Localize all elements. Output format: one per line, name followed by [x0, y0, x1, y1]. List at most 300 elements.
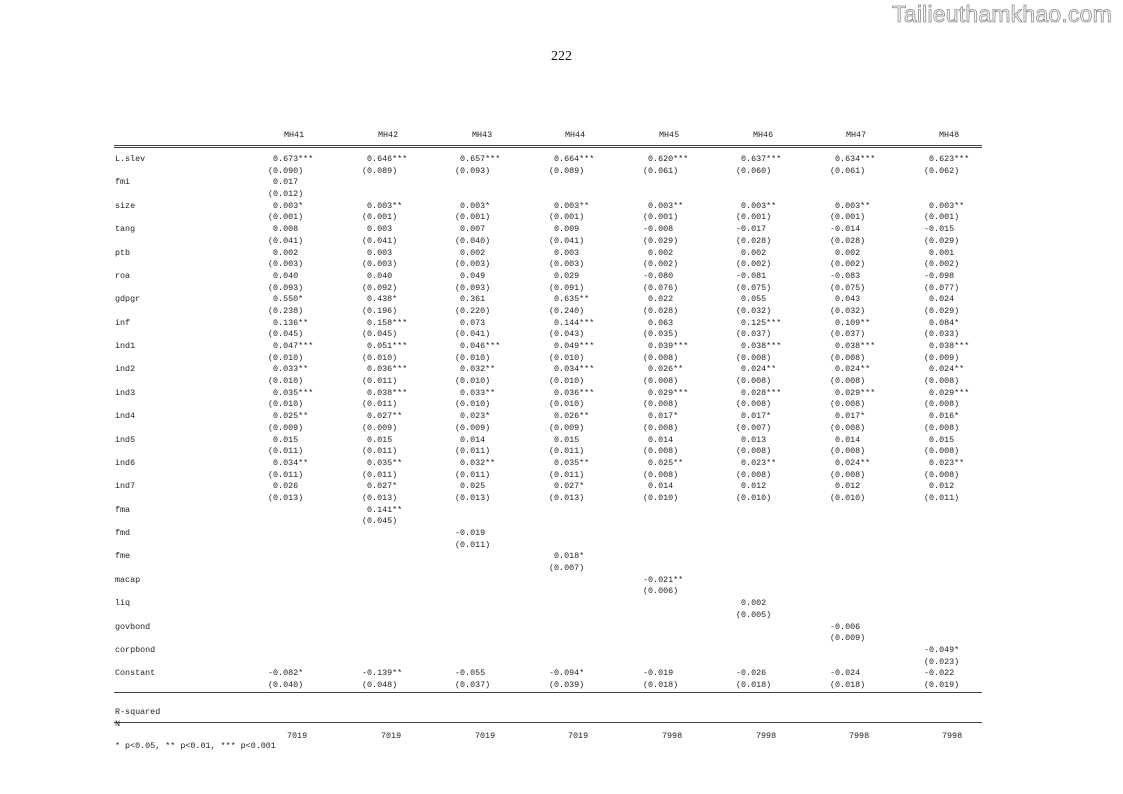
coefficient-cell: 0.002 [830, 247, 861, 258]
coefficient-cell: 0.003** [736, 200, 777, 211]
coefficient-cell: 0.029*** [924, 387, 970, 398]
standard-error-cell: (0.048) [362, 679, 398, 690]
coefficient-row [114, 528, 982, 540]
standard-error-cell: (0.002) [736, 259, 772, 270]
standard-error-cell: (0.009) [549, 422, 585, 433]
n-cell: 7998 [942, 730, 963, 741]
standard-error-row [114, 236, 982, 248]
coefficient-cell: 0.012 [830, 481, 861, 492]
coefficient-cell: -0.017 [736, 224, 767, 235]
variable-label: fmd [115, 528, 131, 538]
watermark: Tailieuthamkhao.com [892, 1, 1112, 27]
coefficient-cell: 0.022 [643, 294, 674, 305]
coefficient-cell: -0.082* [268, 668, 304, 679]
coefficient-row [114, 248, 982, 260]
standard-error-row [114, 563, 982, 575]
coefficient-cell: 0.015 [268, 434, 299, 445]
standard-error-cell: (0.037) [455, 679, 491, 690]
coefficient-row [114, 575, 982, 587]
standard-error-cell: (0.010) [643, 492, 679, 503]
n-cell: 7019 [568, 730, 589, 741]
coefficient-cell: 0.002 [736, 247, 767, 258]
standard-error-cell: (0.240) [549, 305, 585, 316]
coefficient-cell: 0.033** [268, 364, 309, 375]
coefficient-cell: 0.158*** [362, 317, 408, 328]
coefficient-cell: 0.620*** [643, 154, 689, 164]
table-header-row [114, 130, 982, 145]
standard-error-cell: (0.018) [643, 679, 679, 690]
coefficient-cell: -0.026 [736, 668, 767, 679]
table-bottom-rule [114, 722, 982, 723]
variable-label: ind7 [115, 481, 136, 492]
standard-error-cell: (0.013) [362, 492, 398, 503]
standard-error-row [114, 166, 982, 178]
standard-error-cell: (0.008) [924, 446, 960, 457]
coefficient-cell: 0.550* [268, 294, 304, 305]
standard-error-cell: (0.041) [268, 235, 304, 246]
standard-error-cell: (0.009) [268, 422, 304, 433]
standard-error-cell: (0.028) [830, 235, 866, 246]
standard-error-cell: (0.011) [362, 399, 398, 410]
standard-error-row [114, 259, 982, 271]
standard-error-cell: (0.029) [643, 235, 679, 246]
standard-error-cell: (0.010) [455, 352, 491, 363]
variable-label: fma [115, 504, 131, 515]
standard-error-cell: (0.011) [362, 469, 398, 480]
coefficient-cell: 0.018* [549, 551, 585, 562]
coefficient-cell: 0.003* [268, 200, 304, 211]
column-header: MH48 [939, 130, 960, 140]
variable-label: size [115, 200, 136, 211]
standard-error-cell: (0.089) [549, 165, 585, 176]
standard-error-cell: (0.041) [362, 235, 398, 246]
n-cell: 7998 [662, 730, 683, 741]
standard-error-cell: (0.041) [549, 235, 585, 246]
coefficient-cell: 0.027* [549, 481, 585, 492]
body-end-rule [114, 692, 982, 693]
coefficient-cell: -0.022 [924, 668, 955, 679]
regression-table [114, 130, 982, 741]
n-row [114, 707, 982, 741]
coefficient-cell: 0.109** [830, 317, 871, 328]
coefficient-cell: 0.017* [830, 411, 866, 422]
column-header: MH44 [565, 130, 586, 140]
standard-error-cell: (0.010) [268, 376, 304, 387]
coefficient-cell: 0.003** [924, 200, 965, 211]
variable-label: ind1 [115, 341, 136, 351]
standard-error-cell: (0.045) [362, 516, 398, 527]
coefficient-cell: 0.017 [268, 177, 299, 188]
coefficient-cell: 0.009 [549, 224, 580, 235]
column-header: MH41 [284, 130, 305, 140]
coefficient-cell: 0.026** [643, 364, 684, 375]
standard-error-row [114, 189, 982, 201]
coefficient-cell: -0.008 [643, 224, 674, 235]
standard-error-cell: (0.093) [268, 282, 304, 293]
standard-error-cell: (0.009) [362, 422, 398, 433]
coefficient-row [114, 294, 982, 306]
table-stats [114, 696, 982, 741]
coefficient-cell: 0.012 [736, 481, 767, 492]
coefficient-cell: 0.646*** [362, 154, 408, 164]
coefficient-cell: 0.002 [268, 247, 299, 258]
n-cell: 7019 [287, 730, 308, 741]
standard-error-cell: (0.010) [549, 352, 585, 363]
standard-error-cell: (0.008) [924, 376, 960, 387]
coefficient-cell: 0.036*** [549, 387, 595, 398]
standard-error-cell: (0.075) [736, 282, 772, 293]
coefficient-cell: 0.034*** [549, 364, 595, 375]
coefficient-cell: 0.003 [549, 247, 580, 258]
coefficient-row [114, 177, 982, 189]
standard-error-row [114, 212, 982, 224]
standard-error-cell: (0.093) [455, 165, 491, 176]
coefficient-cell: 0.024** [736, 364, 777, 375]
coefficient-cell: 0.637*** [736, 154, 782, 164]
coefficient-cell: 0.036*** [362, 364, 408, 375]
coefficient-cell: 0.038*** [362, 387, 408, 398]
coefficient-cell: 0.125*** [736, 317, 782, 328]
standard-error-cell: (0.005) [736, 609, 772, 620]
coefficient-row [114, 224, 982, 236]
coefficient-row [114, 668, 982, 680]
coefficient-cell: 0.029 [549, 270, 580, 281]
standard-error-cell: (0.003) [549, 259, 585, 270]
coefficient-cell: 0.002 [455, 247, 486, 258]
variable-label: inf [115, 317, 131, 328]
coefficient-cell: -0.024 [830, 668, 861, 679]
coefficient-cell: 0.084* [924, 317, 960, 328]
variable-label: ind5 [115, 434, 136, 445]
variable-label: ind2 [115, 364, 136, 375]
standard-error-cell: (0.008) [643, 422, 679, 433]
standard-error-row [114, 399, 982, 411]
n-cell: 7019 [381, 730, 402, 741]
standard-error-cell: (0.009) [455, 422, 491, 433]
variable-label: ind6 [115, 457, 136, 468]
coefficient-cell: 0.035** [362, 457, 403, 468]
page-number: 222 [551, 49, 572, 64]
standard-error-cell: (0.003) [455, 259, 491, 270]
standard-error-row [114, 353, 982, 365]
coefficient-cell: 0.025** [268, 411, 309, 422]
coefficient-cell: -0.094* [549, 668, 585, 679]
standard-error-cell: (0.002) [643, 259, 679, 270]
standard-error-cell: (0.010) [362, 352, 398, 363]
coefficient-cell: -0.098 [924, 270, 955, 281]
standard-error-cell: (0.002) [924, 259, 960, 270]
coefficient-cell: -0.139** [362, 668, 403, 679]
coefficient-cell: 0.028*** [736, 387, 782, 398]
standard-error-cell: (0.012) [268, 189, 304, 200]
standard-error-cell: (0.008) [736, 352, 772, 363]
coefficient-cell: 0.635** [549, 294, 590, 305]
standard-error-cell: (0.002) [830, 259, 866, 270]
standard-error-cell: (0.028) [736, 235, 772, 246]
standard-error-cell: (0.011) [924, 492, 960, 503]
standard-error-row [114, 657, 982, 669]
standard-error-row [114, 470, 982, 482]
coefficient-cell: 0.634*** [830, 154, 876, 164]
coefficient-cell: 0.003** [643, 200, 684, 211]
column-header: MH45 [659, 130, 680, 140]
standard-error-cell: (0.008) [830, 422, 866, 433]
standard-error-row [114, 493, 982, 505]
standard-error-cell: (0.037) [736, 329, 772, 340]
variable-label: gdpgr [115, 294, 141, 305]
coefficient-row [114, 341, 982, 353]
standard-error-row [114, 610, 982, 622]
significance-footnote: * p<0.05, ** p<0.01, *** p<0.001 [115, 741, 276, 751]
standard-error-row [114, 283, 982, 295]
coefficient-cell: 0.027* [362, 481, 398, 492]
standard-error-cell: (0.018) [830, 679, 866, 690]
standard-error-cell: (0.001) [362, 212, 398, 223]
column-header: MH47 [846, 130, 867, 140]
standard-error-cell: (0.009) [924, 352, 960, 363]
coefficient-cell: 0.023* [455, 411, 491, 422]
coefficient-cell: 0.015 [924, 434, 955, 445]
standard-error-cell: (0.010) [736, 492, 772, 503]
standard-error-row [114, 633, 982, 645]
standard-error-cell: (0.011) [268, 469, 304, 480]
variable-label: tang [115, 224, 136, 235]
standard-error-cell: (0.023) [924, 656, 960, 667]
standard-error-cell: (0.001) [643, 212, 679, 223]
coefficient-cell: 0.001 [924, 247, 955, 258]
standard-error-cell: (0.011) [455, 539, 491, 550]
standard-error-cell: (0.008) [643, 399, 679, 410]
standard-error-cell: (0.062) [924, 165, 960, 176]
standard-error-cell: (0.008) [643, 376, 679, 387]
coefficient-row [114, 318, 982, 330]
coefficient-cell: 0.003* [455, 200, 491, 211]
coefficient-cell: 0.024** [924, 364, 965, 375]
coefficient-cell: 0.003** [362, 200, 403, 211]
coefficient-row [114, 481, 982, 493]
coefficient-cell: -0.014 [830, 224, 861, 235]
standard-error-cell: (0.040) [455, 235, 491, 246]
standard-error-cell: (0.010) [455, 376, 491, 387]
coefficient-cell: 0.002 [736, 598, 767, 609]
standard-error-cell: (0.089) [362, 165, 398, 176]
coefficient-row [114, 271, 982, 283]
coefficient-cell: 0.136** [268, 317, 309, 328]
coefficient-cell: 0.025 [455, 481, 486, 492]
coefficient-cell: -0.019 [455, 528, 486, 538]
coefficient-row [114, 154, 982, 166]
standard-error-cell: (0.090) [268, 165, 304, 176]
coefficient-row [114, 364, 982, 376]
standard-error-cell: (0.060) [736, 165, 772, 176]
coefficient-cell: 0.016* [924, 411, 960, 422]
coefficient-cell: 0.014 [830, 434, 861, 445]
standard-error-row [114, 376, 982, 388]
standard-error-cell: (0.008) [643, 469, 679, 480]
coefficient-cell: 0.038*** [830, 341, 876, 351]
coefficient-row [114, 411, 982, 423]
coefficient-cell: 0.017* [736, 411, 772, 422]
coefficient-cell: -0.055 [455, 668, 486, 679]
variable-label: fmi [115, 177, 131, 188]
standard-error-cell: (0.003) [362, 259, 398, 270]
standard-error-cell: (0.037) [830, 329, 866, 340]
column-header: MH43 [472, 130, 493, 140]
standard-error-cell: (0.008) [830, 469, 866, 480]
standard-error-cell: (0.013) [455, 492, 491, 503]
variable-label: corpbond [115, 644, 156, 655]
standard-error-cell: (0.008) [643, 446, 679, 457]
coefficient-cell: 0.035** [549, 457, 590, 468]
standard-error-cell: (0.011) [268, 446, 304, 457]
n-cell: 7998 [756, 730, 777, 741]
standard-error-row [114, 446, 982, 458]
n-cell: 7019 [475, 730, 496, 741]
coefficient-cell: 0.015 [362, 434, 393, 445]
coefficient-cell: 0.003** [830, 200, 871, 211]
coefficient-cell: 0.049*** [549, 341, 595, 351]
standard-error-cell: (0.040) [268, 679, 304, 690]
standard-error-cell: (0.091) [549, 282, 585, 293]
standard-error-cell: (0.032) [830, 305, 866, 316]
coefficient-cell: 0.040 [268, 270, 299, 281]
standard-error-cell: (0.010) [268, 352, 304, 363]
r-squared-row [114, 696, 982, 718]
standard-error-row [114, 306, 982, 318]
coefficient-cell: -0.006 [830, 621, 861, 632]
coefficient-cell: 0.049 [455, 270, 486, 281]
standard-error-row [114, 586, 982, 598]
standard-error-cell: (0.011) [549, 469, 585, 480]
coefficient-cell: 0.014 [643, 481, 674, 492]
standard-error-cell: (0.011) [455, 469, 491, 480]
standard-error-row [114, 423, 982, 435]
standard-error-cell: (0.011) [455, 446, 491, 457]
variable-label: roa [115, 270, 131, 281]
coefficient-row [114, 598, 982, 610]
standard-error-cell: (0.008) [736, 469, 772, 480]
coefficient-cell: 0.035*** [268, 387, 314, 398]
standard-error-cell: (0.077) [924, 282, 960, 293]
n-label: N [115, 719, 121, 730]
coefficient-cell: 0.024** [830, 457, 871, 468]
standard-error-cell: (0.008) [830, 352, 866, 363]
standard-error-cell: (0.093) [455, 282, 491, 293]
coefficient-cell: 0.673*** [268, 154, 314, 164]
coefficient-cell: 0.032** [455, 457, 496, 468]
column-header: MH46 [753, 130, 774, 140]
standard-error-cell: (0.001) [924, 212, 960, 223]
coefficient-cell: 0.141** [362, 504, 403, 515]
standard-error-cell: (0.196) [362, 305, 398, 316]
coefficient-cell: 0.029*** [643, 387, 689, 398]
coefficient-cell: 0.073 [455, 317, 486, 328]
variable-label: Constant [115, 668, 156, 679]
coefficient-cell: 0.623*** [924, 154, 970, 164]
standard-error-cell: (0.008) [924, 422, 960, 433]
coefficient-cell: 0.047*** [268, 341, 314, 351]
coefficient-cell: 0.032** [455, 364, 496, 375]
standard-error-cell: (0.010) [268, 399, 304, 410]
coefficient-cell: 0.043 [830, 294, 861, 305]
coefficient-cell: 0.038*** [736, 341, 782, 351]
standard-error-cell: (0.035) [643, 329, 679, 340]
standard-error-cell: (0.011) [549, 446, 585, 457]
coefficient-row [114, 458, 982, 470]
coefficient-cell: 0.033** [455, 387, 496, 398]
coefficient-row [114, 201, 982, 213]
standard-error-cell: (0.013) [549, 492, 585, 503]
standard-error-cell: (0.018) [736, 679, 772, 690]
standard-error-row [114, 540, 982, 552]
standard-error-cell: (0.007) [549, 563, 585, 574]
standard-error-cell: (0.041) [455, 329, 491, 340]
variable-label: liq [115, 598, 131, 609]
variable-label: ptb [115, 247, 131, 258]
standard-error-cell: (0.238) [268, 305, 304, 316]
coefficient-cell: 0.012 [924, 481, 955, 492]
standard-error-cell: (0.008) [736, 399, 772, 410]
standard-error-cell: (0.010) [830, 492, 866, 503]
standard-error-cell: (0.029) [924, 305, 960, 316]
coefficient-cell: -0.015 [924, 224, 955, 235]
standard-error-cell: (0.001) [455, 212, 491, 223]
coefficient-cell: 0.144*** [549, 317, 595, 328]
coefficient-cell: 0.029*** [830, 387, 876, 398]
variable-label: ind4 [115, 411, 136, 422]
coefficient-row [114, 505, 982, 517]
standard-error-cell: (0.043) [549, 329, 585, 340]
coefficient-cell: 0.023** [924, 457, 965, 468]
coefficient-cell: 0.003 [362, 247, 393, 258]
coefficient-cell: 0.024** [830, 364, 871, 375]
coefficient-cell: -0.021** [643, 574, 684, 585]
coefficient-cell: 0.026 [268, 481, 299, 492]
coefficient-cell: 0.039*** [643, 341, 689, 351]
coefficient-cell: 0.026** [549, 411, 590, 422]
standard-error-row [114, 516, 982, 528]
standard-error-row [114, 680, 982, 692]
standard-error-cell: (0.220) [455, 305, 491, 316]
coefficient-cell: 0.063 [643, 317, 674, 328]
coefficient-cell: 0.046*** [455, 341, 501, 351]
standard-error-cell: (0.006) [643, 586, 679, 597]
coefficient-cell: -0.080 [643, 270, 674, 281]
standard-error-cell: (0.003) [268, 259, 304, 270]
standard-error-cell: (0.033) [924, 329, 960, 340]
coefficient-cell: 0.038*** [924, 341, 970, 351]
standard-error-cell: (0.007) [736, 422, 772, 433]
coefficient-cell: 0.013 [736, 434, 767, 445]
standard-error-cell: (0.008) [736, 446, 772, 457]
standard-error-cell: (0.013) [268, 492, 304, 503]
standard-error-cell: (0.008) [830, 376, 866, 387]
coefficient-cell: 0.034** [268, 457, 309, 468]
coefficient-cell: 0.664*** [549, 154, 595, 164]
standard-error-cell: (0.008) [736, 376, 772, 387]
coefficient-cell: -0.049* [924, 644, 960, 655]
standard-error-cell: (0.076) [643, 282, 679, 293]
coefficient-row [114, 622, 982, 634]
coefficient-cell: 0.025** [643, 457, 684, 468]
standard-error-cell: (0.075) [830, 282, 866, 293]
coefficient-cell: -0.081 [736, 270, 767, 281]
standard-error-cell: (0.045) [362, 329, 398, 340]
standard-error-cell: (0.028) [643, 305, 679, 316]
coefficient-cell: 0.015 [549, 434, 580, 445]
coefficient-cell: 0.051*** [362, 341, 408, 351]
variable-label: macap [115, 574, 141, 585]
